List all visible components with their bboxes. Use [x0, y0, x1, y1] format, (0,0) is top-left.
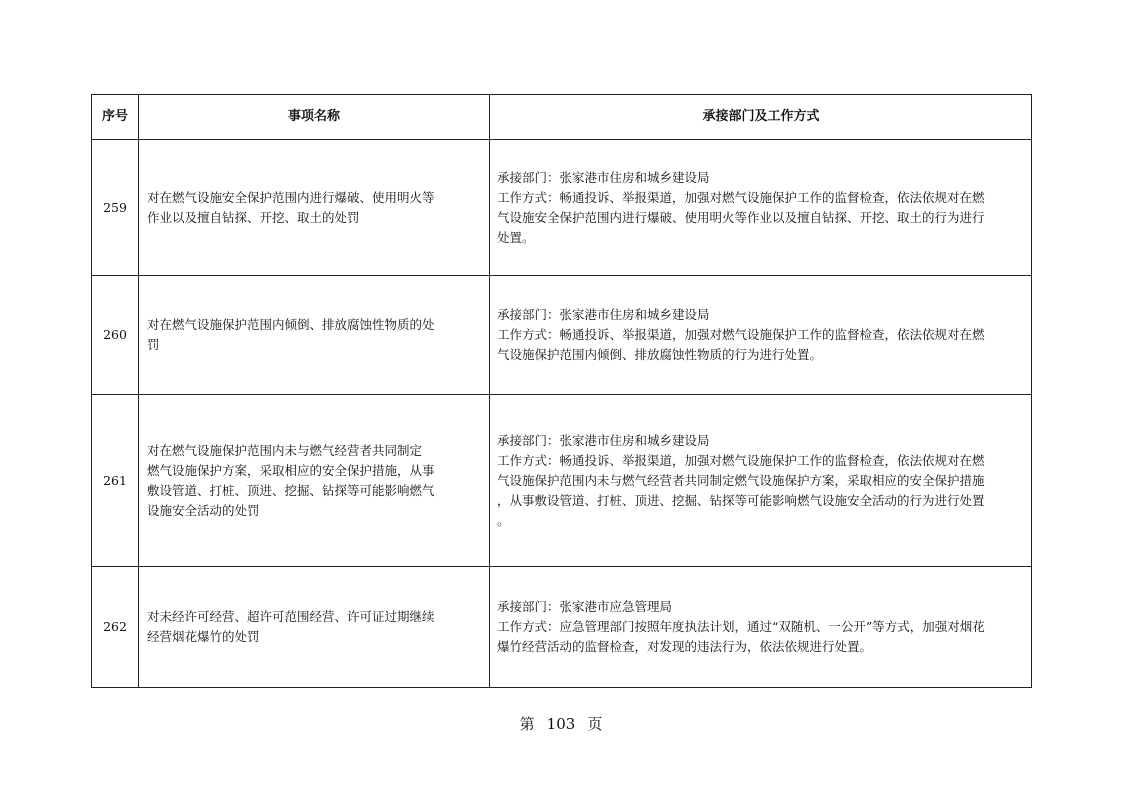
matter-name [139, 567, 490, 688]
table-row [92, 567, 1032, 688]
name-line: 对在燃气设施保护范围内倾倒、排放腐蚀性物质的处 [147, 317, 435, 332]
matter-name [139, 395, 490, 567]
name-line: 作业以及擅自钻探、开挖、取土的处罚 [147, 209, 360, 225]
dept-line: 承接部门：张家港市住房和城乡建设局 [497, 169, 710, 185]
table-header-row [92, 95, 1032, 140]
row-number: 262 [92, 567, 139, 688]
name-line: 敷设管道、打桩、顶进、挖掘、钻探等可能影响燃气 [147, 482, 435, 498]
dept-line: 气设施保护范围内倾倒、排放腐蚀性物质的行为进行处置。 [497, 347, 823, 362]
row-number: 259 [92, 140, 139, 276]
header-no: 序号 [92, 95, 139, 140]
dept-line: 承接部门：张家港市住房和城乡建设局 [497, 432, 710, 448]
table-row [92, 276, 1032, 395]
page-footer [0, 713, 1122, 734]
dept-line: 承接部门：张家港市应急管理局 [497, 599, 673, 614]
dept-line: 工作方式：应急管理部门按照年度执法计划，通过“双随机、一公开”等方式，加强对烟花 [497, 619, 985, 634]
dept-line: 工作方式：畅通投诉、举报渠道，加强对燃气设施保护工作的监督检查，依法依规对在燃 [497, 452, 985, 468]
table-row [92, 395, 1032, 567]
dept-line: 气设施保护范围内未与燃气经营者共同制定燃气设施保护方案，采取相应的安全保护措施 [497, 472, 985, 488]
dept-and-method [490, 395, 1032, 567]
row-number: 260 [92, 276, 139, 395]
dept-line: 处置。 [497, 229, 535, 245]
name-line: 经营烟花爆竹的处罚 [147, 629, 260, 644]
dept-and-method [490, 140, 1032, 276]
row-number: 261 [92, 395, 139, 567]
dept-line: ，从事敷设管道、打桩、顶进、挖掘、钻探等可能影响燃气设施安全活动的行为进行处置 [497, 492, 985, 508]
matters-table [91, 94, 1032, 688]
matter-name [139, 140, 490, 276]
name-line: 对在燃气设施保护范围内未与燃气经营者共同制定 [147, 442, 423, 458]
page-prefix: 第 [519, 715, 535, 733]
table-row [92, 140, 1032, 276]
matter-name [139, 276, 490, 395]
name-line: 燃气设施保护方案，采取相应的安全保护措施，从事 [147, 462, 435, 478]
name-line: 对未经许可经营、超许可范围经营、许可证过期继续 [147, 609, 435, 624]
dept-and-method [490, 567, 1032, 688]
name-line: 罚 [147, 337, 160, 352]
dept-line: 爆竹经营活动的监督检查，对发现的违法行为，依法依规进行处置。 [497, 639, 873, 654]
dept-line: 承接部门：张家港市住房和城乡建设局 [497, 307, 710, 322]
dept-and-method [490, 276, 1032, 395]
dept-line: 工作方式：畅通投诉、举报渠道，加强对燃气设施保护工作的监督检查，依法依规对在燃 [497, 189, 985, 205]
dept-line: 气设施安全保护范围内进行爆破、使用明火等作业以及擅自钻探、开挖、取土的行为进行 [497, 209, 985, 225]
dept-line: 工作方式：畅通投诉、举报渠道，加强对燃气设施保护工作的监督检查，依法依规对在燃 [497, 327, 985, 342]
header-name: 事项名称 [139, 95, 490, 140]
name-line: 对在燃气设施安全保护范围内进行爆破、使用明火等 [147, 189, 435, 205]
dept-line: 。 [497, 512, 510, 528]
name-line: 设施安全活动的处罚 [147, 502, 260, 518]
page-suffix: 页 [587, 715, 603, 733]
header-dept: 承接部门及工作方式 [490, 95, 1032, 140]
page-number: 103 [546, 715, 576, 733]
